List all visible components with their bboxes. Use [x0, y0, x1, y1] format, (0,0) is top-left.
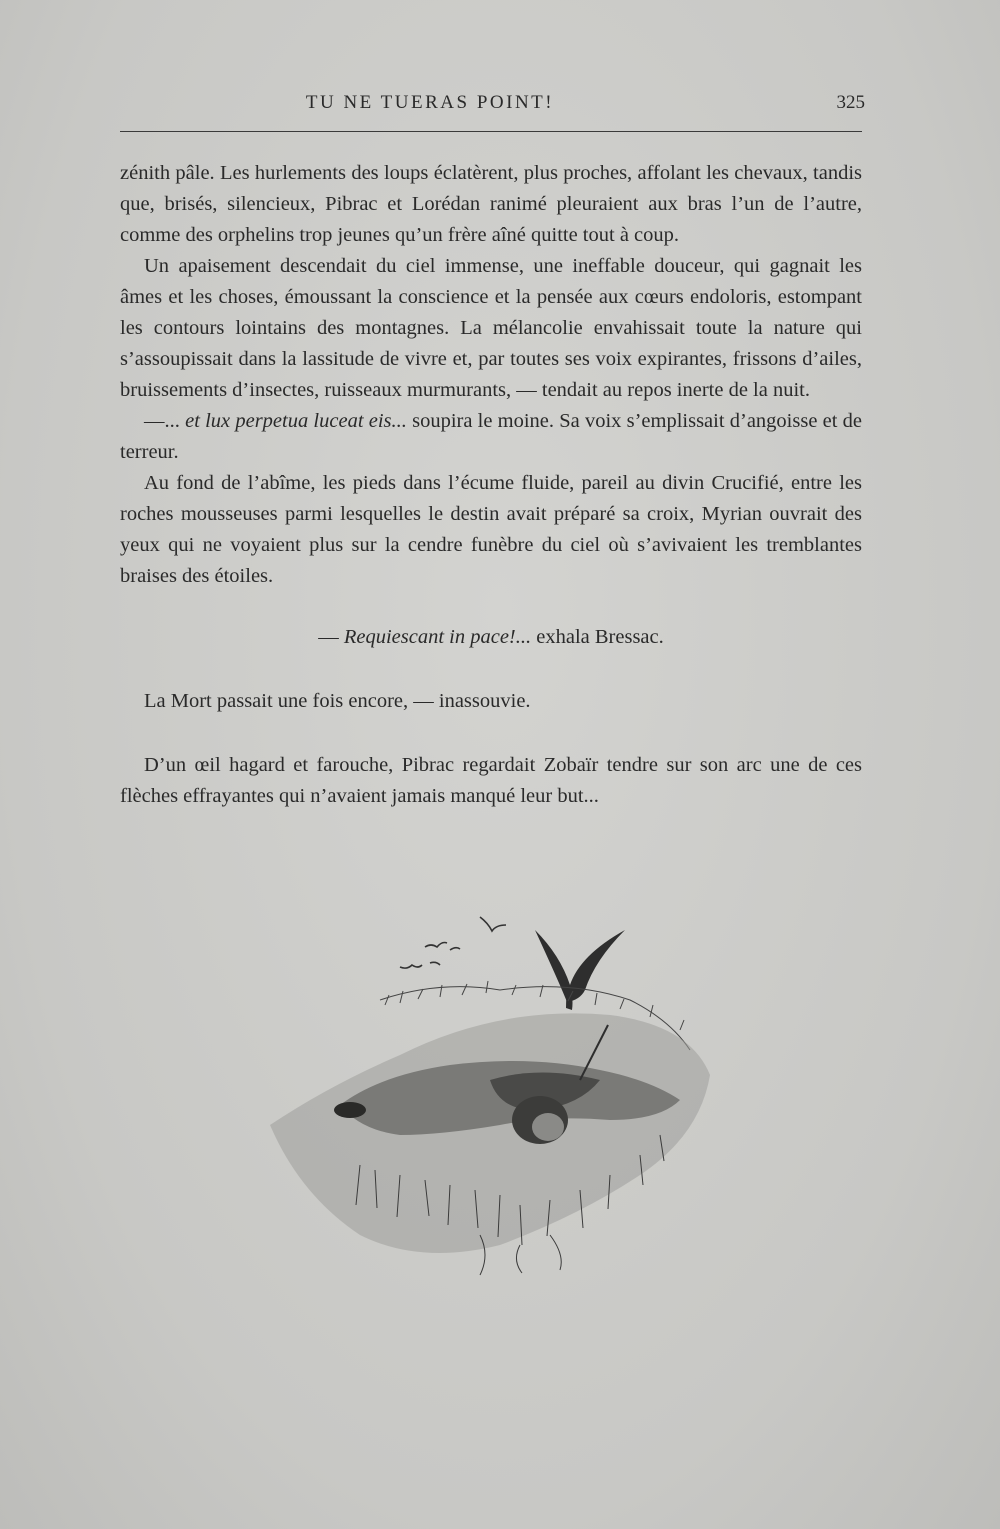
- running-head: [120, 88, 865, 118]
- paragraph-apaisement: Un apaisement descendait du ciel immense, une ineffable douceur, qui gagnait les âmes et les choses, émoussant la conscience et la pensée aux cœurs endoloris, estompant les contours lointains des montagnes. La mélancolie envahissait toute la nature qui s’assoupissait dans la lassitude de vivre et, par toutes ses voix expirantes, frissons d’ailes, bruissements d’insectes, ruisseaux murmurants, — tendait au repos inerte de la nuit.: [120, 255, 862, 401]
- paragraph-final: D’un œil hagard et farouche, Pibrac regardait Zobaïr tendre sur son arc une de ces flèches effrayantes qui n’avaient jamais manqué leur but...: [120, 754, 862, 807]
- latin-rest: soupira le moine. Sa voix s’emplissait d’angoisse et de terreur.: [120, 410, 862, 463]
- paragraph-latin-prayer: [120, 406, 862, 468]
- dash-lead: —...: [144, 410, 186, 432]
- body-text: [120, 158, 862, 812]
- paragraph-abime: Au fond de l’abîme, les pieds dans l’écume fluide, pareil au divin Crucifié, entre les roches mousseuses parmi lesquelles le destin avait préparé sa croix, Myrian ouvrait des yeux qui ne voyaient plus sur la cendre funèbre du ciel où s’avivaient les tremblantes braises des étoiles.: [120, 472, 862, 587]
- header-rule: [120, 131, 862, 132]
- paragraph-requiescant: [120, 622, 862, 653]
- page-number: 325: [836, 92, 865, 113]
- requiescant-rest: exhala Bressac.: [531, 626, 664, 648]
- running-title: TU NE TUERAS POINT!: [305, 92, 555, 113]
- latin-quote: et lux perpetua luceat eis...: [185, 410, 407, 432]
- dash-lead-2: —: [318, 626, 344, 648]
- engraving-illustration-icon: [250, 905, 720, 1295]
- line-mort: La Mort passait une fois encore, — inassouvie.: [144, 690, 531, 712]
- requiescant-quote: Requiescant in pace!...: [343, 626, 532, 648]
- paragraph-continuation: zénith pâle. Les hurlements des loups éclatèrent, plus proches, affolant les chevaux, tandis que, brisés, silencieux, Pibrac et Lorédan ranimé pleuraient aux bras l’un de l’autre, comme des orphelins trop jeunes qu’un frère aîné quitte tout à coup.: [120, 162, 862, 246]
